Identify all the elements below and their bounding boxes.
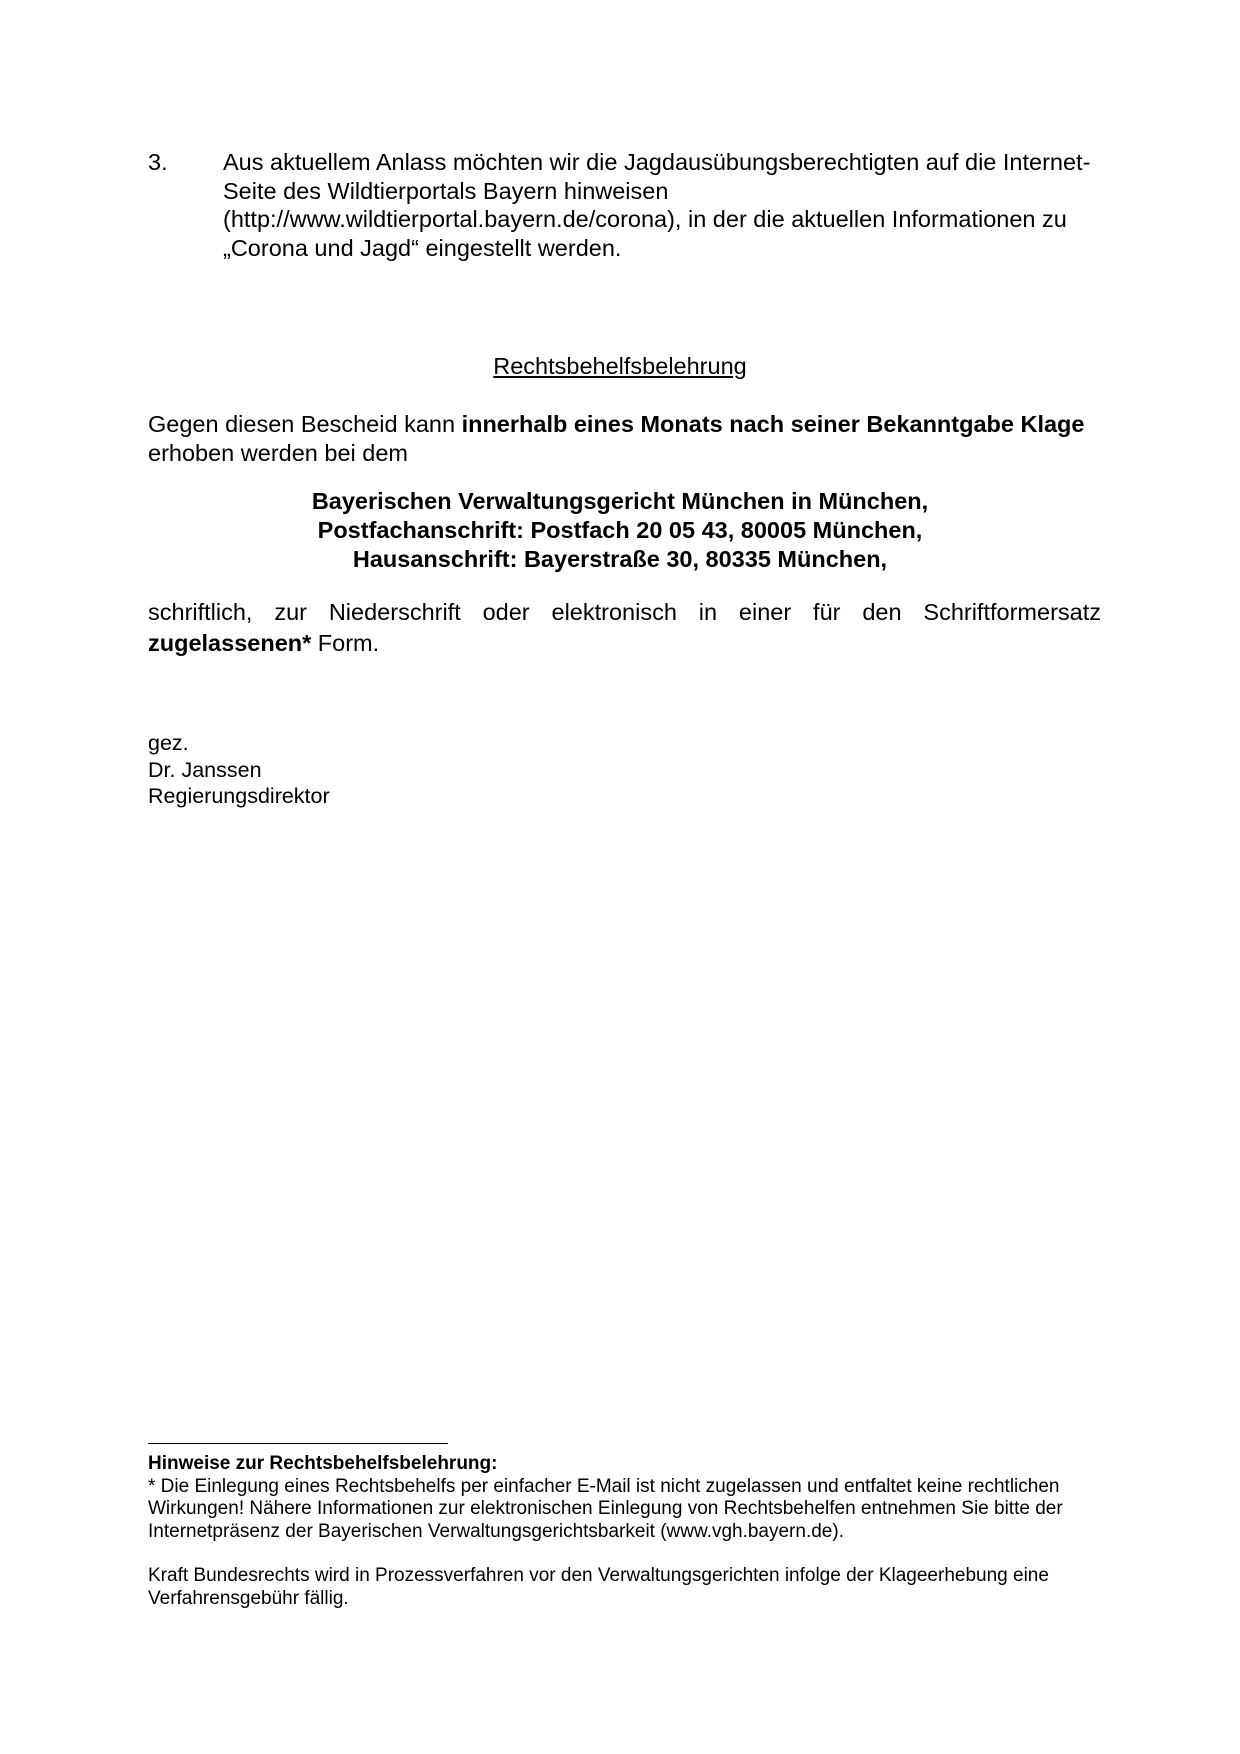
appeal-intro-paragraph (148, 410, 1108, 467)
footnote-block (148, 1453, 1108, 1610)
list-item-3 (148, 148, 1108, 262)
appeal-form-post: Form. (311, 630, 380, 656)
court-postal-address: Postfachanschrift: Postfach 20 05 43, 80005 München, (317, 517, 923, 543)
signature-title: Regierungsdirektor (148, 784, 330, 808)
appeal-form-paragraph (148, 597, 1101, 659)
footnote-heading: Hinweise zur Rechtsbehelfsbelehrung: (148, 1453, 498, 1474)
footnote-fee-note: Kraft Bundesrechts wird in Prozessverfahren vor den Verwaltungsgerichten infolge der Klageerhebung eine Verfahrensgebühr fällig. (148, 1565, 1049, 1609)
court-address-block (0, 487, 1240, 574)
footnote-email-note: * Die Einlegung eines Rechtsbehelfs per einfacher E-Mail ist nicht zugelassen und entfaltet keine rechtlichen Wirkungen! Nähere Informationen zur elektronischen Einlegung von Rechtsbehelfen entnehmen Sie bitte der Internetpräsenz der Bayerischen Verwaltungsgerichtsbarkeit (www.vgh.bayern.de). (148, 1475, 1063, 1542)
court-street-address: Hausanschrift: Bayerstraße 30, 80335 München, (352, 546, 888, 572)
appeal-form-pre: schriftlich, zur Niederschrift oder elektronisch in einer für den Schriftformersatz (148, 599, 1101, 625)
court-name: Bayerischen Verwaltungsgericht München in München, (311, 488, 929, 514)
signature-name: Dr. Janssen (148, 757, 262, 782)
list-item-text: Aus aktuellem Anlass möchten wir die Jagdausübungsberechtigten auf die Internet-Seite des Wildtierportals Bayern hinweisen (http://www.wildtierportal.bayern.de/corona), in der die aktuellen Informationen zu „Corona und Jagd“ eingestellt werden. (223, 149, 1091, 261)
appeal-intro-deadline: innerhalb eines Monats nach seiner Bekanntgabe Klage (461, 411, 1085, 437)
appeal-intro-post: erhoben werden bei dem (148, 439, 408, 466)
appeal-intro-pre: Gegen diesen Bescheid kann (148, 411, 462, 437)
list-item-number: 3. (148, 149, 168, 175)
section-title-text: Rechtsbehelfsbelehrung (493, 353, 747, 379)
signature-gez: gez. (148, 731, 189, 755)
appeal-form-bold: zugelassenen* (148, 630, 312, 656)
signature-block (148, 730, 330, 810)
section-title (0, 352, 1240, 380)
footnote-divider (148, 1443, 448, 1444)
